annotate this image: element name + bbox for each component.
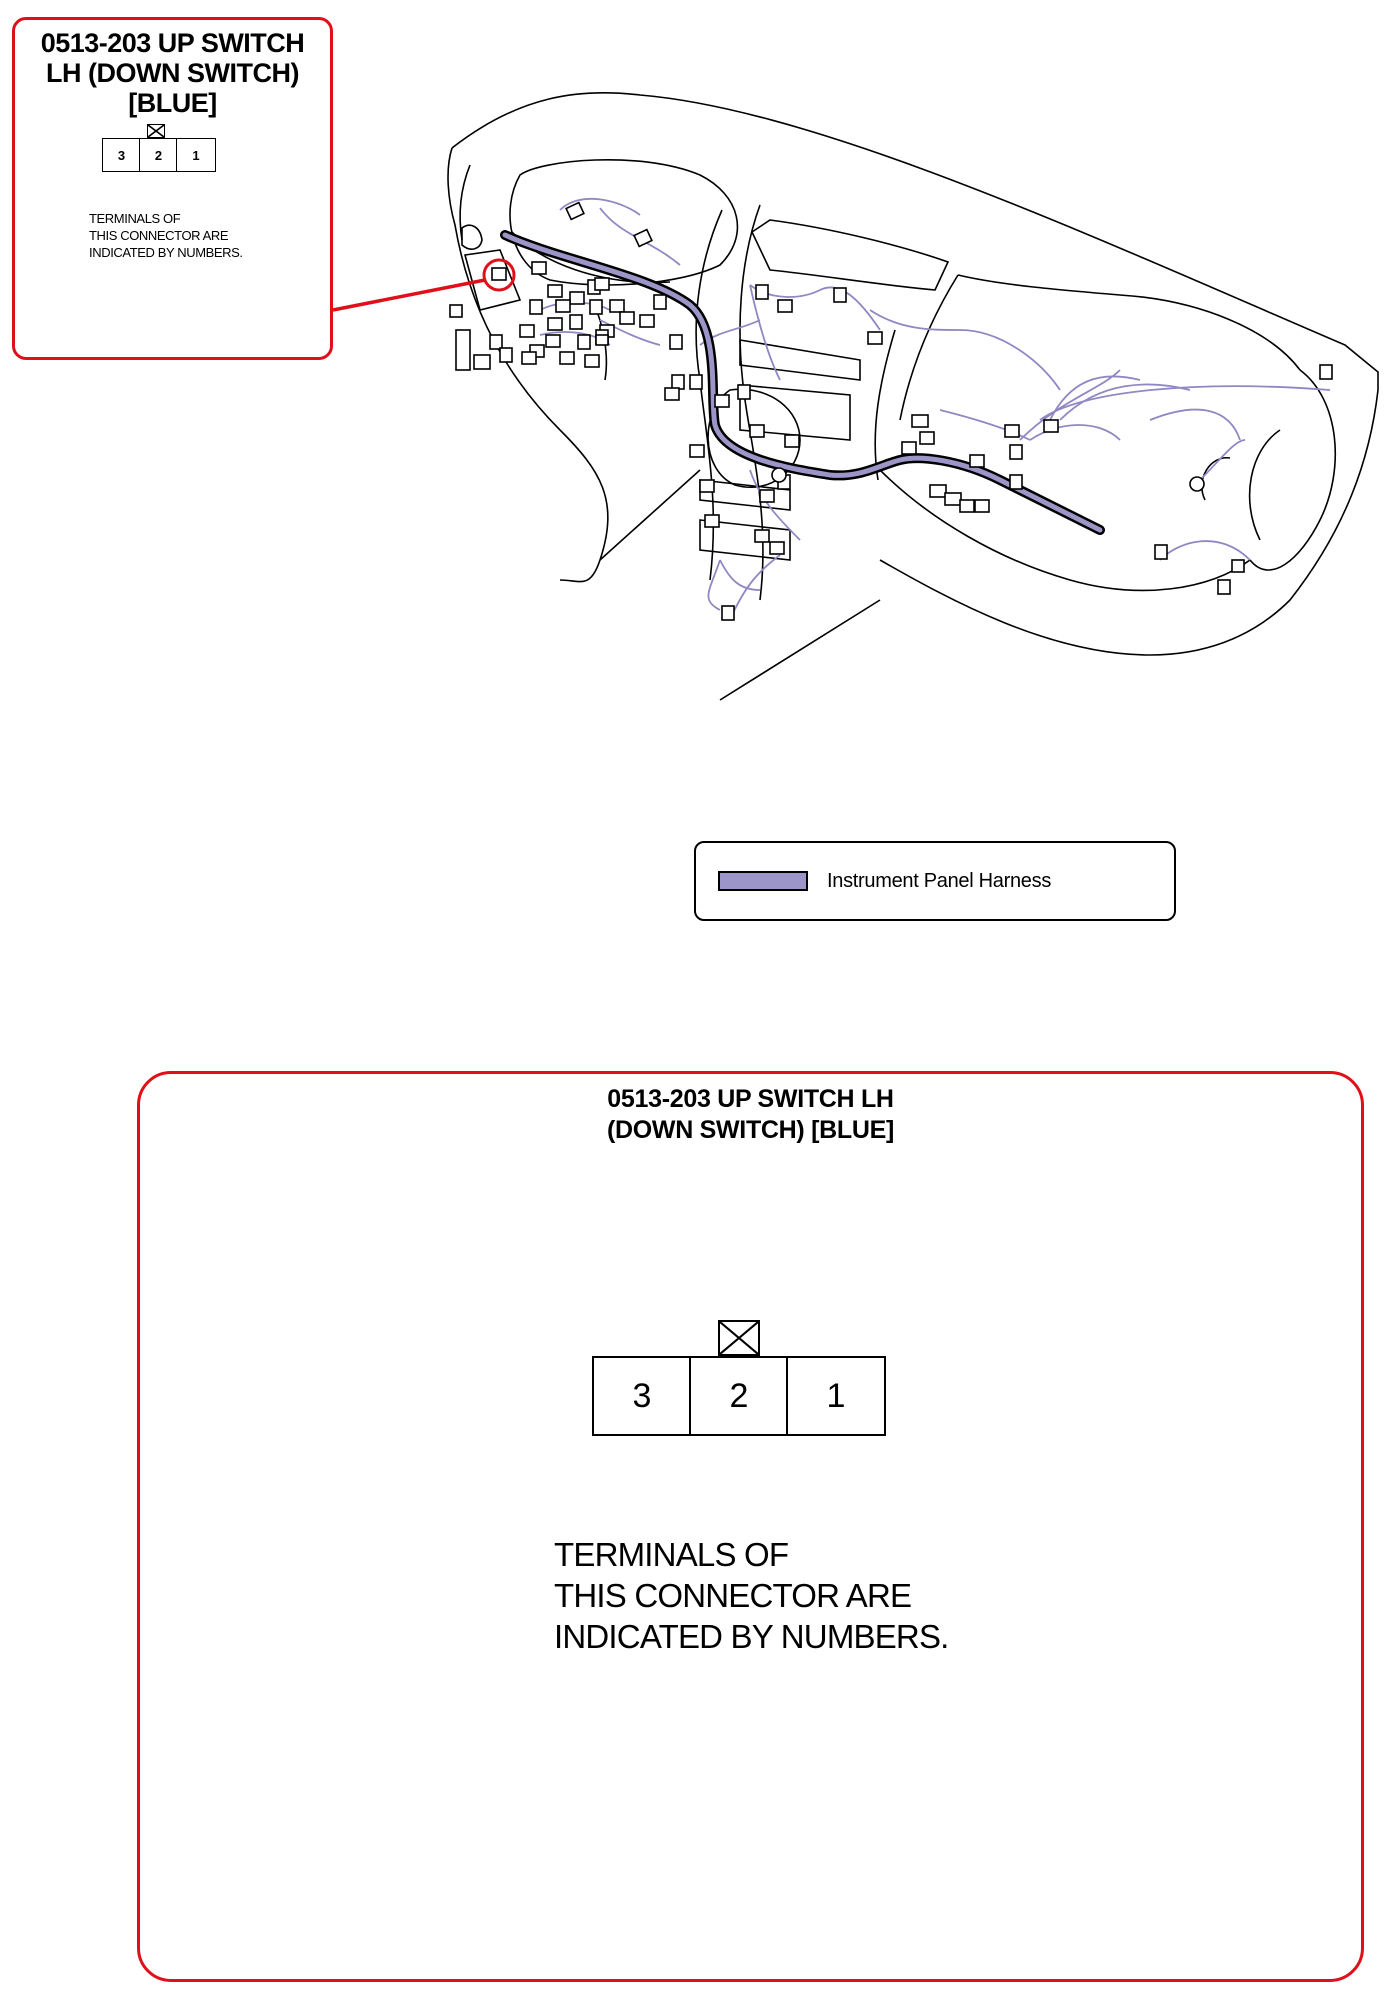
terminal-note: [554, 1534, 949, 1657]
harness-branches: [540, 199, 1330, 620]
note-line-2: THIS CONNECTOR ARE: [89, 228, 229, 243]
note-line-3: INDICATED BY NUMBERS.: [554, 1618, 949, 1655]
connector-callout-small: [12, 17, 333, 360]
title-line-2: (DOWN SWITCH) [BLUE]: [607, 1116, 894, 1144]
connector-face-small: [102, 138, 216, 172]
terminal-note: [89, 210, 243, 261]
note-line-3: INDICATED BY NUMBERS.: [89, 245, 243, 260]
harness-legend: [694, 841, 1176, 921]
cross-box-icon: [147, 124, 165, 138]
terminal-cell: [102, 138, 141, 172]
terminal-number: 3: [117, 147, 126, 163]
terminal-cell: [592, 1356, 692, 1436]
cross-box-icon: [718, 1320, 760, 1356]
terminal-number: 1: [826, 1376, 846, 1415]
connector-callout-large: [137, 1071, 1364, 1982]
terminal-cell: [139, 138, 178, 172]
terminal-number: 2: [154, 147, 163, 163]
terminal-number: 3: [632, 1376, 652, 1415]
connector-face-large: [592, 1356, 886, 1436]
callout-title: [15, 28, 330, 118]
dashboard-outline: [448, 93, 1378, 700]
note-line-1: TERMINALS OF: [89, 211, 181, 226]
terminal-number: 2: [729, 1376, 749, 1415]
title-line-1: 0513-203 UP SWITCH: [40, 28, 305, 58]
title-line-1: 0513-203 UP SWITCH LH: [607, 1085, 894, 1113]
legend-label: Instrument Panel Harness: [827, 870, 1052, 892]
terminal-cell: [689, 1356, 789, 1436]
terminal-number: 1: [192, 147, 200, 163]
title-line-2: LH (DOWN SWITCH): [46, 58, 299, 88]
callout-title: [140, 1084, 1361, 1146]
legend-swatch: [718, 871, 808, 891]
note-line-1: TERMINALS OF: [554, 1536, 789, 1573]
title-line-3: [BLUE]: [128, 88, 217, 118]
note-line-2: THIS CONNECTOR ARE: [554, 1577, 912, 1614]
terminal-cell: [786, 1356, 886, 1436]
terminal-cell: [176, 138, 216, 172]
